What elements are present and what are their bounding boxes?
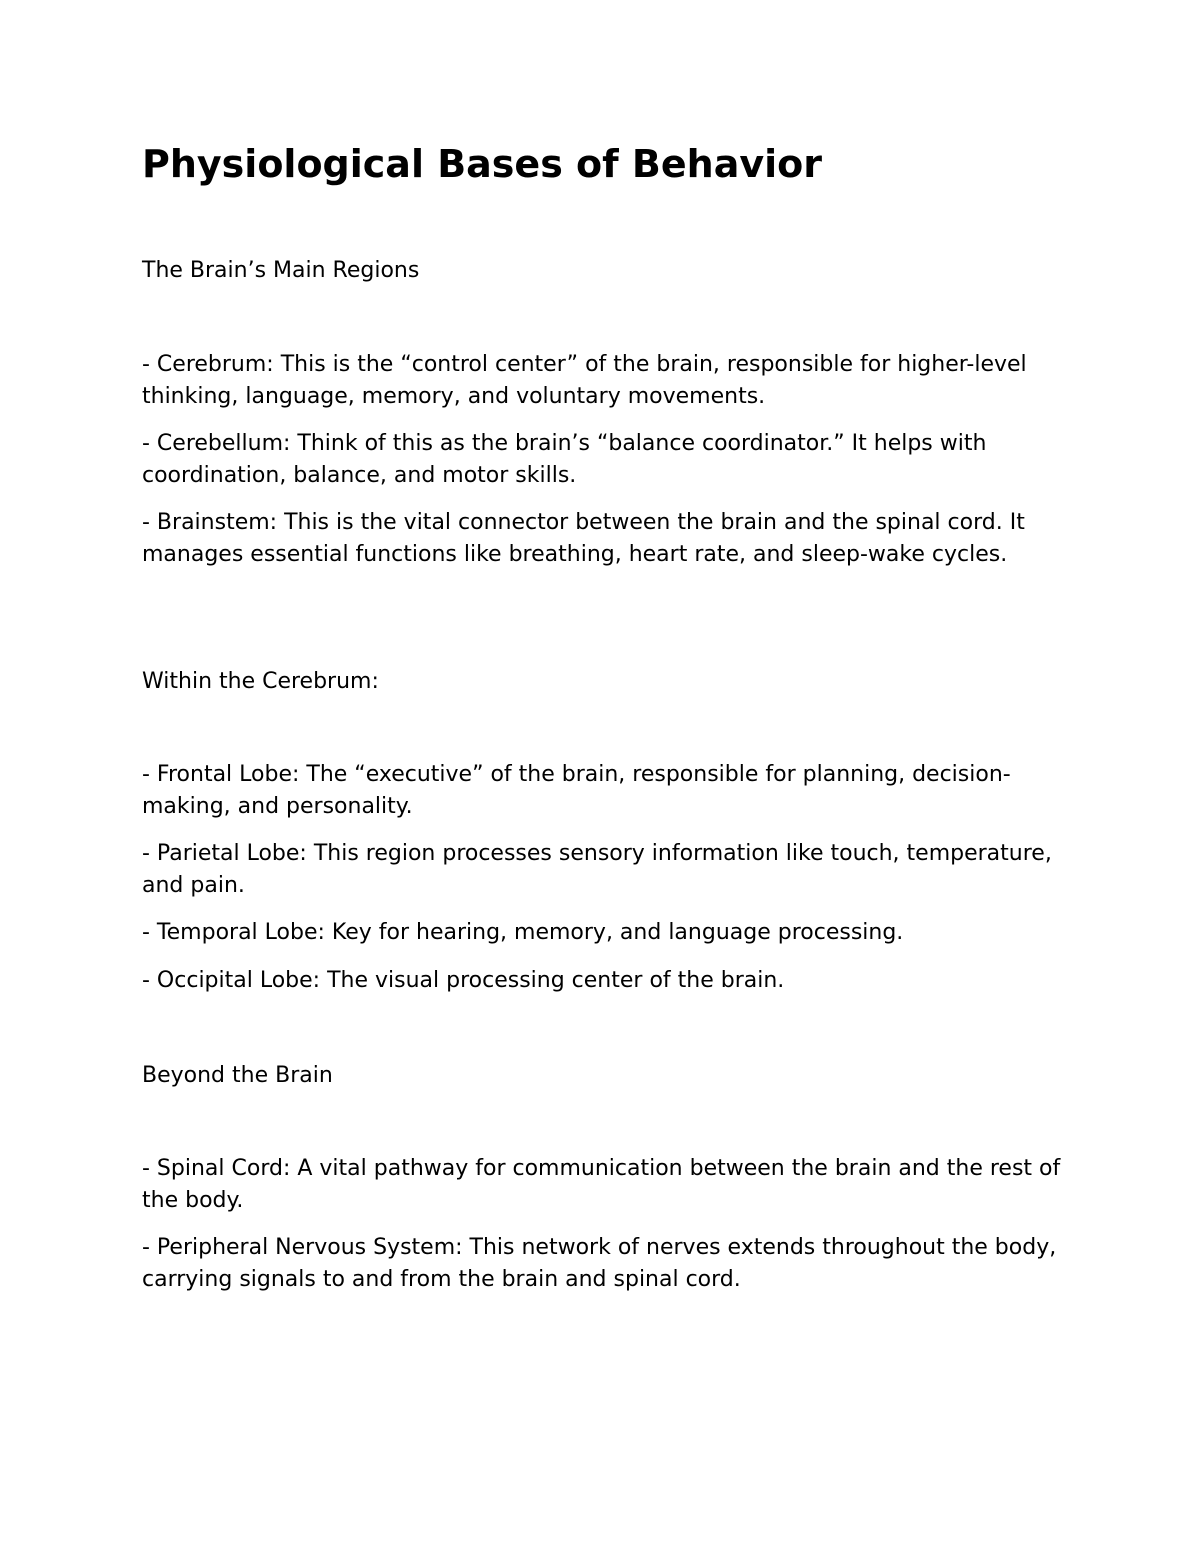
list-item-temporal-lobe: - Temporal Lobe: Key for hearing, memory, and language processing. — [142, 920, 904, 945]
list-item-spinal-cord: - Spinal Cord: A vital pathway for communication between the brain and the rest of the body. — [142, 1156, 1061, 1213]
document-title: Physiological Bases of Behavior — [142, 142, 822, 186]
list-item-peripheral-nervous-system: - Peripheral Nervous System: This network of nerves extends throughout the body, carrying signals to and from the brain and spinal cord. — [142, 1235, 1057, 1292]
section-heading-beyond-brain: Beyond the Brain — [142, 1063, 333, 1088]
list-item-occipital-lobe: - Occipital Lobe: The visual processing center of the brain. — [142, 968, 785, 993]
section-heading-brain-regions: The Brain’s Main Regions — [142, 258, 420, 283]
list-item-cerebrum: - Cerebrum: This is the “control center” of the brain, responsible for higher-level thinking, language, memory, and voluntary movements. — [142, 352, 1027, 409]
section-heading-within-cerebrum: Within the Cerebrum: — [142, 669, 379, 694]
list-item-cerebellum: - Cerebellum: Think of this as the brain’s “balance coordinator.” It helps with coordination, balance, and motor skills. — [142, 431, 987, 488]
list-item-brainstem: - Brainstem: This is the vital connector between the brain and the spinal cord. It manages essential functions like breathing, heart rate, and sleep-wake cycles. — [142, 510, 1025, 567]
list-item-frontal-lobe: - Frontal Lobe: The “executive” of the brain, responsible for planning, decision-making, and personality. — [142, 762, 1011, 819]
list-item-parietal-lobe: - Parietal Lobe: This region processes sensory information like touch, temperature, and pain. — [142, 841, 1052, 898]
